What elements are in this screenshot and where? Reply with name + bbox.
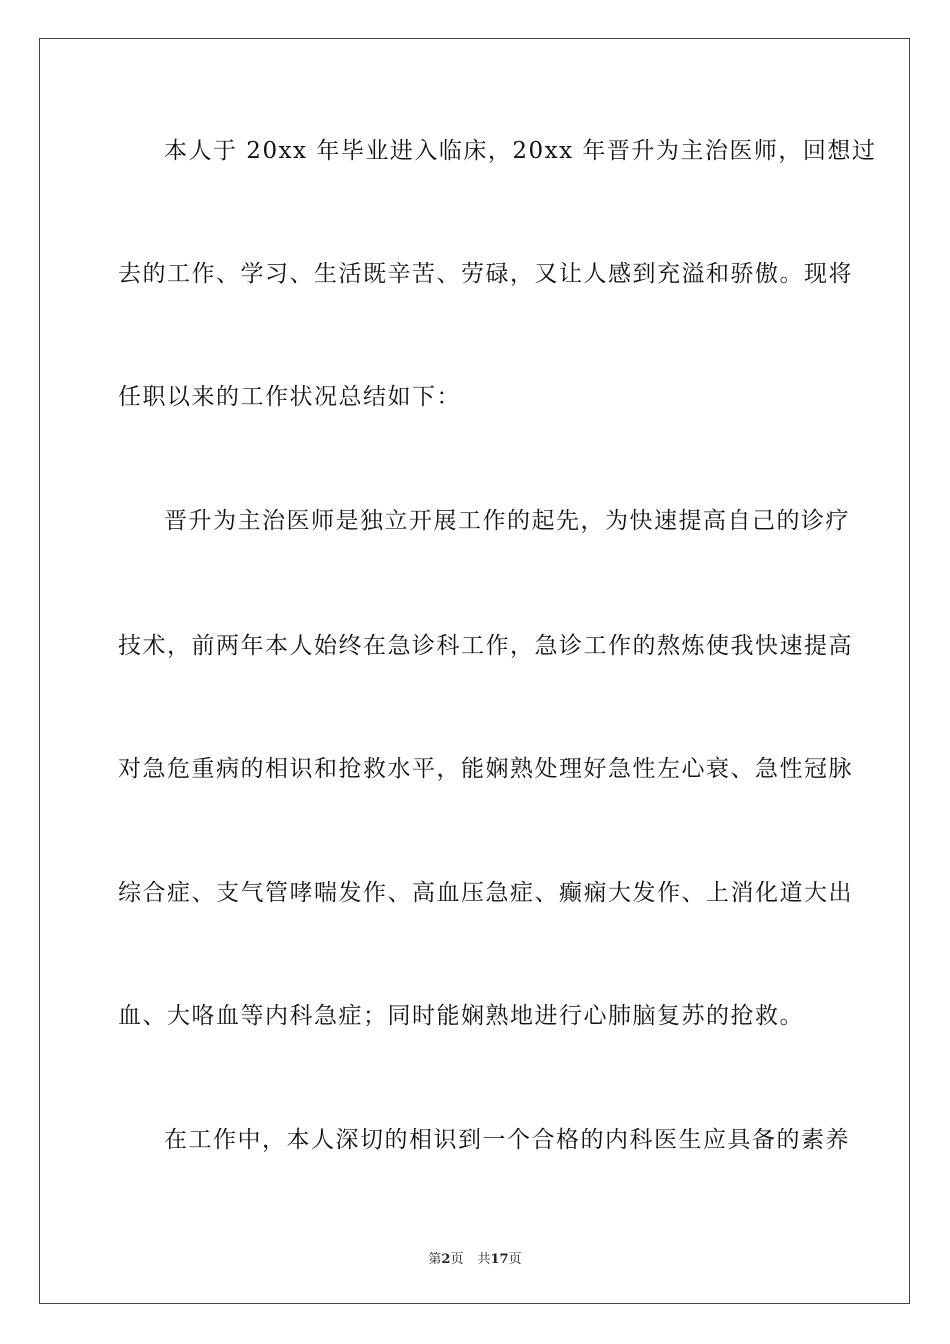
paragraph-2-line-5: 血、大咯血等内科急症；同时能娴熟地进行心肺脑复苏的抢救。	[118, 1003, 804, 1029]
paragraph-2-line-2: 技术，前两年本人始终在急诊科工作，急诊工作的熬炼使我快速提高	[118, 633, 853, 659]
paragraph-1-line-1: 本人于 20xx 年毕业进入临床，20xx 年晋升为主治医师，回想过	[164, 138, 877, 164]
page-suffix: 页	[450, 1252, 464, 1267]
paragraph-1-line-3: 任职以来的工作状况总结如下：	[118, 384, 461, 410]
total-prefix: 共	[477, 1252, 491, 1267]
paragraph-2-line-3: 对急危重病的相识和抢救水平，能娴熟处理好急性左心衰、急性冠脉	[118, 756, 853, 782]
page-number: 2	[441, 1252, 451, 1267]
total-pages: 17	[490, 1252, 509, 1267]
paragraph-1-line-2: 去的工作、学习、生活既辛苦、劳碌，又让人感到充溢和骄傲。现将	[118, 261, 853, 287]
paragraph-2-line-1: 晋升为主治医师是独立开展工作的起先，为快速提高自己的诊疗	[164, 508, 850, 534]
page-footer	[0, 1248, 950, 1267]
page-prefix: 第	[428, 1252, 442, 1267]
paragraph-2-line-4: 综合症、支气管哮喘发作、高血压急症、癫痫大发作、上消化道大出	[118, 880, 853, 906]
paragraph-3-line-1: 在工作中，本人深切的相识到一个合格的内科医生应具备的素养	[164, 1127, 850, 1153]
total-suffix: 页	[508, 1252, 522, 1267]
page-border	[39, 38, 910, 1304]
